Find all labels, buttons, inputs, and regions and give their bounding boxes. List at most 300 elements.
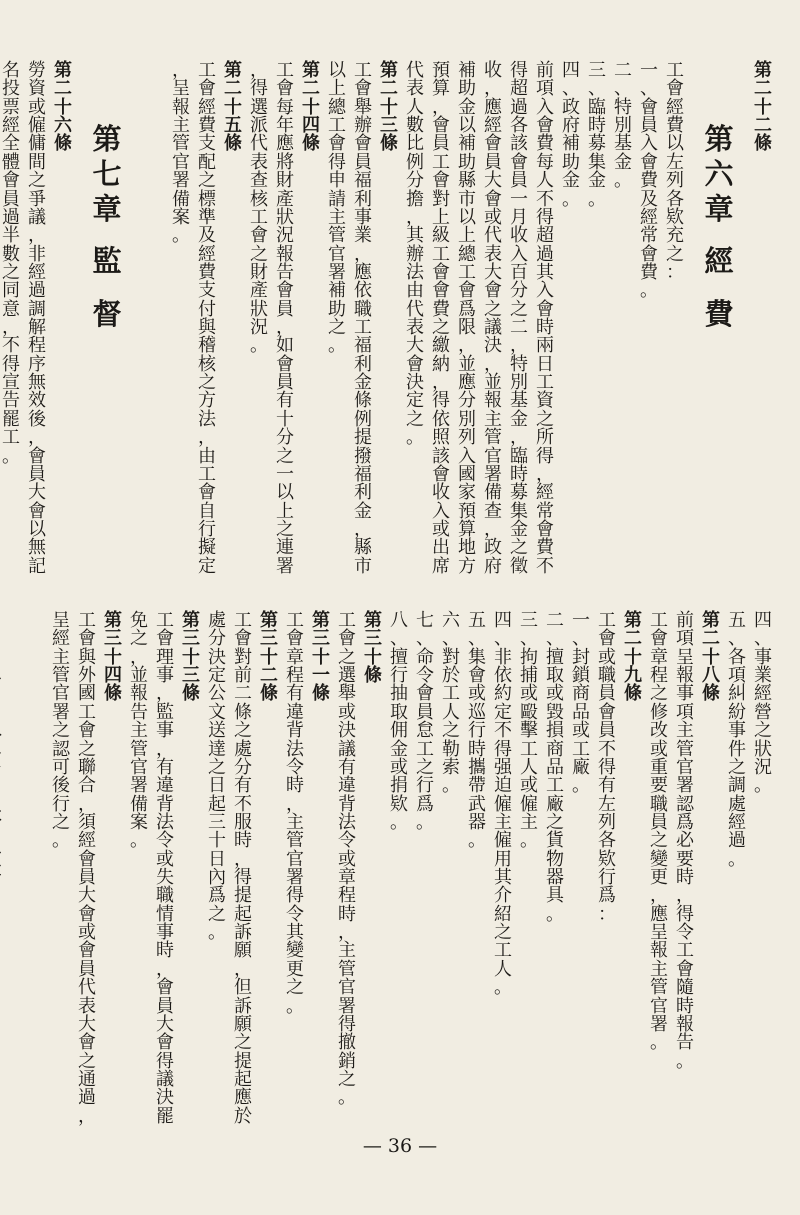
glyph: 縣 <box>458 170 476 192</box>
glyph: 時 <box>676 995 694 1017</box>
glyph: 之 <box>208 756 226 778</box>
glyph: 行 <box>198 518 216 540</box>
glyph: 對 <box>432 188 450 210</box>
glyph: 議 <box>28 206 46 228</box>
glyph: 費 <box>432 298 450 320</box>
glyph: 特 <box>614 96 632 118</box>
glyph: 或 <box>484 206 502 228</box>
glyph: 官 <box>130 756 148 778</box>
glyph: 入 <box>640 133 658 155</box>
glyph: 。 <box>614 170 632 192</box>
article-label <box>100 612 126 952</box>
glyph: 、 <box>640 78 658 100</box>
glyph: 入 <box>458 445 476 467</box>
glyph: 條 <box>702 683 720 705</box>
glyph: 主 <box>494 811 512 833</box>
glyph: 十 <box>54 96 72 118</box>
glyph: 分 <box>406 170 424 192</box>
glyph: 第 <box>312 610 330 631</box>
glyph: 項 <box>676 701 694 723</box>
glyph: 三 <box>208 811 226 833</box>
glyph: 之 <box>666 243 684 265</box>
glyph: 第 <box>754 60 772 81</box>
glyph: 程 <box>338 885 356 907</box>
glyph: 銷 <box>338 1050 356 1072</box>
glyph: 十 <box>182 646 200 668</box>
glyph: 由 <box>406 280 424 302</box>
glyph: 並 <box>458 353 476 375</box>
glyph: 提 <box>234 885 252 907</box>
glyph: 分 <box>458 390 476 412</box>
glyph: 處 <box>208 610 226 631</box>
glyph: 金 <box>354 372 372 394</box>
glyph: 或 <box>338 701 356 723</box>
glyph: 第 <box>702 610 720 631</box>
glyph: 家 <box>458 482 476 504</box>
glyph: 官 <box>52 683 70 705</box>
glyph: 得 <box>432 390 450 412</box>
glyph: 署 <box>484 463 502 485</box>
glyph: 主 <box>130 720 148 742</box>
glyph: 官 <box>172 151 190 173</box>
text-column <box>724 612 750 952</box>
glyph: 會 <box>78 720 96 742</box>
glyph: 稽 <box>198 335 216 357</box>
glyph: 分 <box>208 628 226 650</box>
glyph: 條 <box>234 701 252 723</box>
text-column <box>454 62 480 617</box>
glyph: 之 <box>442 720 460 742</box>
glyph: 。 <box>442 775 460 797</box>
glyph: 人 <box>406 96 424 118</box>
glyph: 背 <box>156 793 174 815</box>
glyph: 。 <box>406 427 424 449</box>
glyph: 工 <box>234 610 252 631</box>
glyph: 代 <box>250 133 268 155</box>
glyph: 起 <box>234 1068 252 1090</box>
glyph: ： <box>598 903 616 925</box>
glyph: 或 <box>598 646 616 668</box>
text-column <box>516 612 542 952</box>
glyph: 送 <box>208 720 226 742</box>
glyph: 二 <box>546 610 564 631</box>
glyph: 有 <box>338 756 356 778</box>
glyph: 募 <box>510 482 528 504</box>
glyph: 並 <box>484 372 502 394</box>
glyph: 非 <box>28 243 46 265</box>
glyph: 四 <box>754 610 772 631</box>
article-label <box>620 612 646 952</box>
glyph: ， <box>156 683 174 705</box>
glyph: 主 <box>338 940 356 962</box>
glyph: 令 <box>286 756 304 778</box>
glyph: ， <box>156 738 174 760</box>
glyph: 效 <box>28 390 46 412</box>
glyph: 程 <box>650 665 668 687</box>
glyph: 左 <box>598 793 616 815</box>
glyph: 、 <box>572 628 590 650</box>
glyph: 金 <box>588 170 606 192</box>
glyph: 工 <box>354 60 372 81</box>
glyph: 毀 <box>546 701 564 723</box>
glyph: 怠 <box>416 720 434 742</box>
glyph: 支 <box>198 133 216 155</box>
glyph: 四 <box>302 115 320 137</box>
glyph: 提 <box>234 1050 252 1072</box>
glyph: 於 <box>234 1105 252 1127</box>
glyph: 署 <box>328 261 346 283</box>
glyph: 經 <box>728 811 746 833</box>
glyph: 金 <box>458 96 476 118</box>
glyph: 或 <box>390 756 408 778</box>
glyph: 改 <box>650 720 668 742</box>
glyph: 章 <box>286 646 304 668</box>
glyph: 會 <box>250 225 268 247</box>
glyph: 糾 <box>728 683 746 705</box>
page-number: — 36 — <box>362 1135 438 1157</box>
glyph: 之 <box>78 738 96 760</box>
glyph: 會 <box>598 628 616 650</box>
text-column <box>412 612 438 952</box>
glyph: 得 <box>234 867 252 889</box>
glyph <box>0 742 2 777</box>
glyph: 時 <box>286 775 304 797</box>
text-column <box>594 612 620 952</box>
glyph: 法 <box>338 811 356 833</box>
glyph: 之 <box>338 1068 356 1090</box>
glyph: 員 <box>78 958 96 980</box>
glyph: 工 <box>650 610 668 631</box>
glyph: 、 <box>520 628 538 650</box>
glyph: 違 <box>338 775 356 797</box>
glyph: 第 <box>704 122 734 156</box>
glyph: 各 <box>510 115 528 137</box>
glyph: 有 <box>156 756 174 778</box>
glyph: 例 <box>406 151 424 173</box>
glyph: 起 <box>234 903 252 925</box>
glyph: 臨 <box>588 96 606 118</box>
glyph: 十 <box>624 646 642 668</box>
glyph: 代 <box>406 298 424 320</box>
glyph: 別 <box>458 408 476 430</box>
text-column <box>568 612 594 952</box>
glyph: 之 <box>484 298 502 320</box>
glyph: 營 <box>754 701 772 723</box>
text-column <box>168 62 194 617</box>
glyph: 達 <box>208 738 226 760</box>
glyph: ， <box>78 1105 96 1127</box>
glyph: 事 <box>728 720 746 742</box>
glyph: 經 <box>2 115 20 137</box>
glyph: 政 <box>562 96 580 118</box>
glyph: 之 <box>2 261 20 283</box>
glyph: 況 <box>754 756 772 778</box>
glyph: 補 <box>458 133 476 155</box>
glyph: 費 <box>536 133 554 155</box>
glyph: 署 <box>276 555 294 577</box>
glyph: 大 <box>406 335 424 357</box>
glyph: 得 <box>510 60 528 81</box>
glyph: 之 <box>536 408 554 430</box>
glyph: 之 <box>494 922 512 944</box>
glyph: 爲 <box>416 793 434 815</box>
glyph: 六 <box>704 156 734 191</box>
glyph: 署 <box>650 1013 668 1035</box>
glyph: 四 <box>104 665 122 687</box>
glyph: 十 <box>702 646 720 668</box>
glyph: 或 <box>520 683 538 705</box>
glyph: ， <box>676 885 694 907</box>
glyph: 會 <box>276 353 294 375</box>
glyph: 會 <box>416 683 434 705</box>
glyph: 管 <box>328 225 346 247</box>
glyph: 罷 <box>156 1105 174 1127</box>
glyph: 不 <box>2 335 20 357</box>
glyph: 第 <box>260 610 278 631</box>
glyph: 件 <box>728 738 746 760</box>
glyph: 特 <box>510 353 528 375</box>
glyph: 二 <box>234 683 252 705</box>
glyph: 之 <box>198 372 216 394</box>
glyph: 報 <box>484 390 502 412</box>
glyph: 核 <box>250 188 268 210</box>
glyph: 後 <box>28 408 46 430</box>
glyph: 五 <box>468 610 486 631</box>
glyph: 分 <box>234 756 252 778</box>
glyph: 。 <box>520 830 538 852</box>
glyph: 索 <box>442 756 460 778</box>
glyph: 案 <box>130 811 148 833</box>
glyph: 該 <box>510 133 528 155</box>
glyph: 上 <box>328 78 346 100</box>
glyph: 主 <box>328 206 346 228</box>
glyph: 會 <box>78 628 96 650</box>
glyph: 四 <box>494 610 512 631</box>
glyph: 。 <box>728 848 746 870</box>
glyph: 不 <box>234 793 252 815</box>
glyph: 。 <box>52 830 70 852</box>
glyph: 管 <box>676 738 694 760</box>
glyph: 介 <box>494 885 512 907</box>
glyph: 其 <box>494 867 512 889</box>
glyph: 經 <box>52 628 70 650</box>
glyph: 序 <box>28 353 46 375</box>
glyph: 會 <box>458 280 476 302</box>
glyph: 工 <box>2 427 20 449</box>
glyph: ， <box>354 518 372 540</box>
article-label <box>256 612 282 952</box>
glyph: 員 <box>598 683 616 705</box>
glyph: 具 <box>546 885 564 907</box>
glyph: 或 <box>520 775 538 797</box>
glyph: 及 <box>198 225 216 247</box>
glyph: 主 <box>172 115 190 137</box>
glyph: 十 <box>302 96 320 118</box>
glyph: 或 <box>468 683 486 705</box>
glyph: 主 <box>52 646 70 668</box>
glyph: 事 <box>676 683 694 705</box>
glyph: 數 <box>2 243 20 265</box>
glyph: 分 <box>276 427 294 449</box>
text-column <box>402 62 428 617</box>
glyph: 署 <box>52 701 70 723</box>
glyph: 事 <box>754 646 772 668</box>
glyph: 工 <box>536 372 554 394</box>
glyph: 金 <box>510 518 528 540</box>
text-column <box>24 62 50 617</box>
glyph: 過 <box>510 96 528 118</box>
glyph: 集 <box>510 500 528 522</box>
glyph: 章 <box>338 867 356 889</box>
glyph: 超 <box>510 78 528 100</box>
glyph: 主 <box>676 720 694 742</box>
glyph: 二 <box>302 78 320 100</box>
text-column <box>672 610 698 1072</box>
glyph: 、 <box>390 628 408 650</box>
glyph: 宣 <box>2 372 20 394</box>
glyph: 。 <box>172 225 190 247</box>
text-column <box>750 612 776 952</box>
glyph: 名 <box>2 60 20 81</box>
glyph: 一 <box>640 60 658 81</box>
glyph: 市 <box>354 555 372 577</box>
glyph: 辦 <box>354 115 372 137</box>
glyph: 之 <box>510 537 528 559</box>
glyph: 或 <box>650 738 668 760</box>
glyph: 比 <box>406 133 424 155</box>
glyph: 、 <box>614 78 632 100</box>
glyph: 上 <box>432 206 450 228</box>
glyph: 收 <box>484 60 502 81</box>
glyph: 服 <box>234 811 252 833</box>
glyph: 。 <box>208 922 226 944</box>
lower-columns <box>32 610 776 1127</box>
article-label <box>360 612 386 952</box>
glyph: 條 <box>182 683 200 705</box>
glyph: 經 <box>640 206 658 228</box>
glyph: 所 <box>536 427 554 449</box>
glyph: 每 <box>276 96 294 118</box>
glyph: 工 <box>520 738 538 760</box>
glyph: 代 <box>484 225 502 247</box>
glyph: 臨 <box>510 445 528 467</box>
glyph: 之 <box>650 683 668 705</box>
glyph: 會 <box>28 445 46 467</box>
glyph: 十 <box>364 646 382 668</box>
glyph: 公 <box>208 683 226 705</box>
glyph: 算 <box>458 518 476 540</box>
text-column <box>636 62 662 617</box>
glyph: 半 <box>2 225 20 247</box>
text-column <box>0 62 24 617</box>
glyph: 爲 <box>458 298 476 320</box>
glyph: 工 <box>250 206 268 228</box>
glyph: 於 <box>442 665 460 687</box>
glyph: 可 <box>52 756 70 778</box>
glyph: 會 <box>676 958 694 980</box>
glyph: 一 <box>276 463 294 485</box>
text-column <box>194 62 220 617</box>
glyph: 會 <box>432 115 450 137</box>
glyph: 管 <box>130 738 148 760</box>
glyph: 體 <box>2 151 20 173</box>
glyph: 分 <box>510 280 528 302</box>
glyph: 助 <box>458 78 476 100</box>
glyph: 金 <box>354 500 372 522</box>
glyph: 表 <box>484 243 502 265</box>
glyph: ， <box>510 335 528 357</box>
glyph: 。 <box>328 335 346 357</box>
glyph <box>0 847 2 882</box>
glyph: 經 <box>754 683 772 705</box>
glyph: 二 <box>754 78 772 100</box>
glyph: 三 <box>380 115 398 137</box>
glyph: 大 <box>156 1013 174 1035</box>
glyph: 之 <box>338 646 356 668</box>
glyph: 爲 <box>208 885 226 907</box>
glyph: 表 <box>406 78 424 100</box>
glyph: 八 <box>390 610 408 631</box>
glyph: 代 <box>78 977 96 999</box>
glyph: 勞 <box>28 60 46 81</box>
glyph: 、 <box>468 628 486 650</box>
glyph: 條 <box>354 390 372 412</box>
glyph: 依 <box>494 665 512 687</box>
glyph: 工 <box>572 738 590 760</box>
glyph: ， <box>172 60 190 81</box>
glyph: 上 <box>458 225 476 247</box>
lower-half <box>32 610 776 1127</box>
glyph: 數 <box>406 115 424 137</box>
glyph: 法 <box>198 408 216 430</box>
glyph: 紹 <box>494 903 512 925</box>
glyph: 。 <box>676 1050 694 1072</box>
glyph: 署 <box>338 995 356 1017</box>
glyph: 隨 <box>676 977 694 999</box>
glyph: 。 <box>338 1087 356 1109</box>
glyph: 主 <box>520 811 538 833</box>
glyph: 員 <box>156 995 174 1017</box>
glyph: 告 <box>676 1032 694 1054</box>
glyph: 。 <box>640 280 658 302</box>
glyph: 產 <box>250 280 268 302</box>
glyph: 條 <box>364 665 382 687</box>
glyph: 定 <box>208 665 226 687</box>
glyph: 無 <box>28 537 46 559</box>
glyph: 之 <box>250 243 268 265</box>
glyph: 人 <box>494 958 512 980</box>
glyph: ， <box>156 958 174 980</box>
glyph: 免 <box>130 610 148 631</box>
glyph: 願 <box>234 1013 252 1035</box>
glyph: 時 <box>510 463 528 485</box>
glyph: 監 <box>92 244 122 279</box>
glyph: 以 <box>28 518 46 540</box>
text-column <box>74 610 100 1127</box>
glyph: 呈 <box>172 78 190 100</box>
glyph: 有 <box>286 683 304 705</box>
glyph: 付 <box>198 298 216 320</box>
glyph: 得 <box>494 738 512 760</box>
glyph: ， <box>510 427 528 449</box>
glyph: 之 <box>234 720 252 742</box>
glyph: 會 <box>286 628 304 650</box>
glyph: 主 <box>286 811 304 833</box>
glyph: 議 <box>156 1068 174 1090</box>
glyph: 願 <box>234 940 252 962</box>
glyph: 應 <box>458 372 476 394</box>
glyph: 大 <box>78 885 96 907</box>
